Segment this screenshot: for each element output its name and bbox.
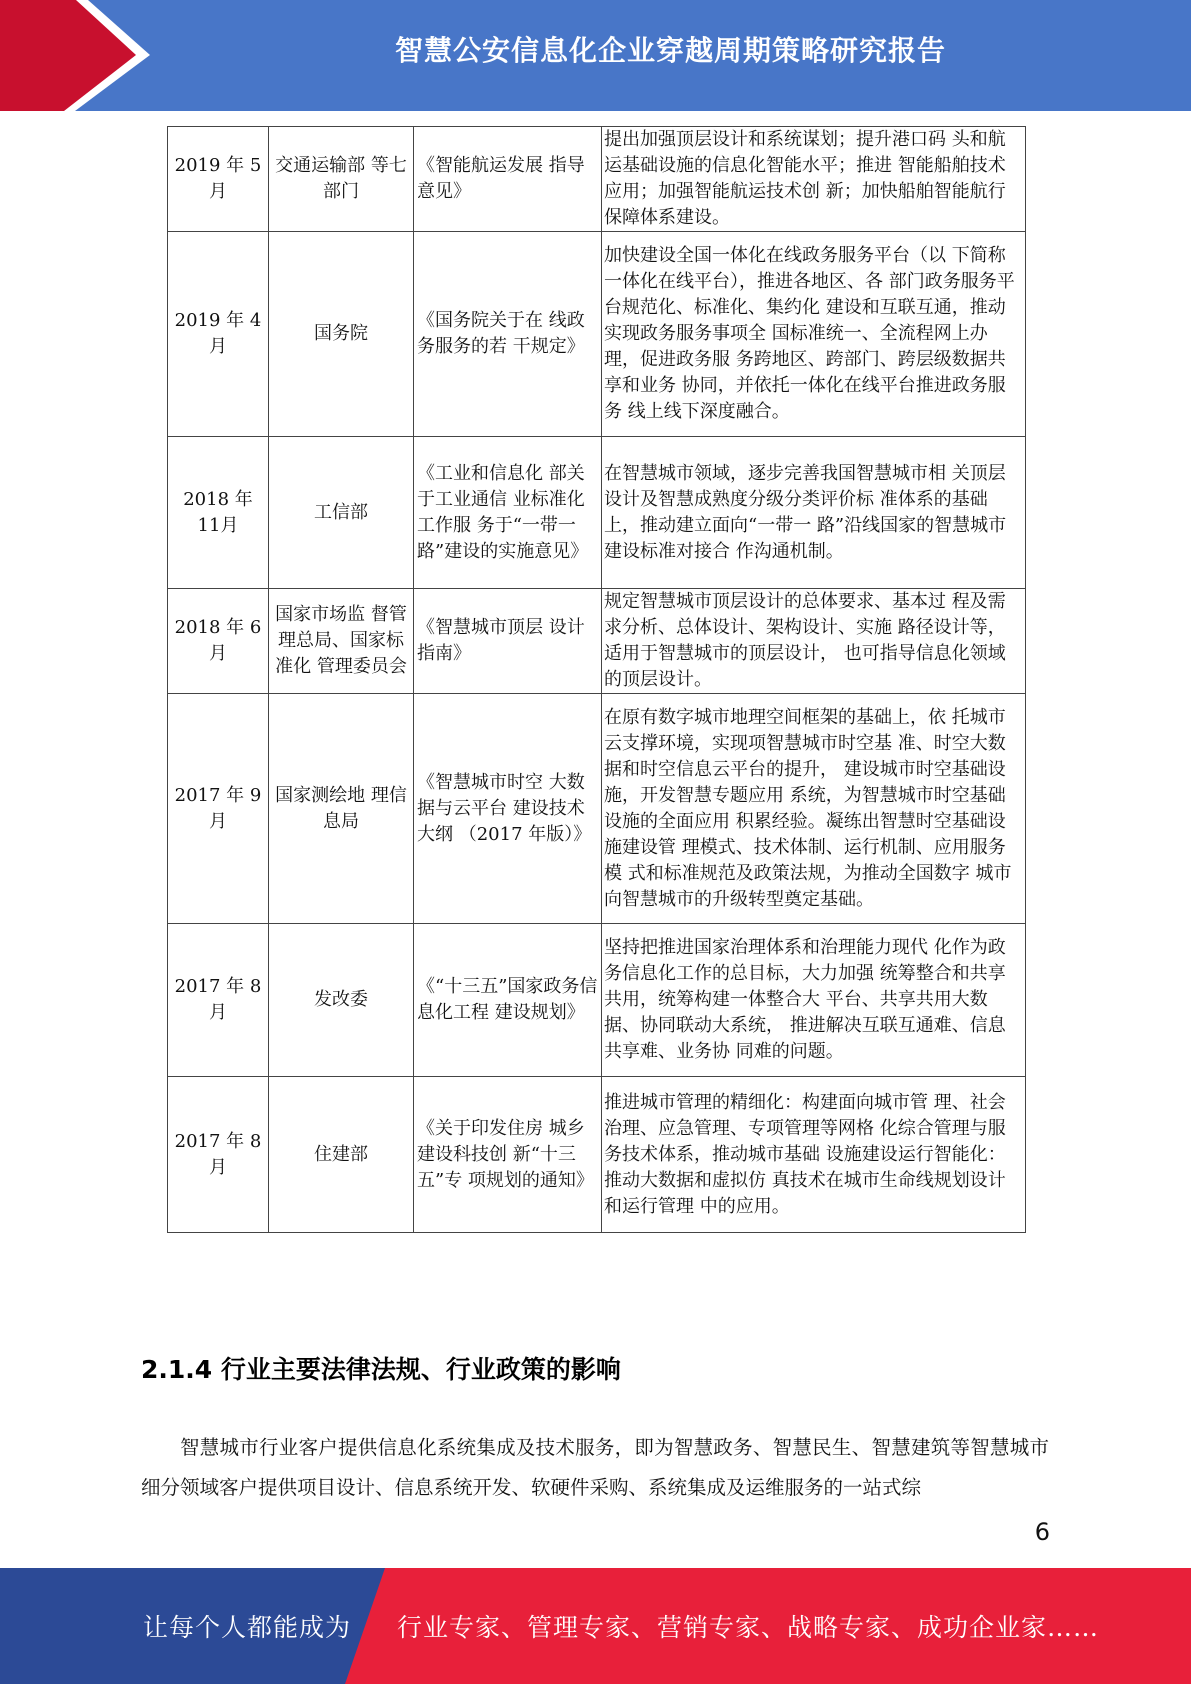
cell-document: 《工业和信息化 部关于工业通信 业标准化工作服 务于“一带一 路”建设的实施意见》: [414, 437, 602, 589]
cell-description: 加快建设全国一体化在线政务服务平台（以 下简称一体化在线平台），推进各地区、各 部门政务服务平台规范化、标准化、集约化 建设和互联互通，推动实现政务服务事项全 国标准统一、全流程网上办理，促进政务服 务跨地区、跨部门、跨层级数据共享和业务 协同，并依托一体化在线平台推进政务服务 线上线下深度融合。: [602, 232, 1026, 437]
table-row: [168, 924, 1026, 1077]
cell-issuer: 交通运输部 等七部门: [269, 127, 414, 232]
cell-date: 2018 年 6月: [168, 589, 269, 694]
cell-document: 《“十三五”国家政务信息化工程 建设规划》: [414, 924, 602, 1077]
cell-date: 2017 年 8月: [168, 924, 269, 1077]
cell-document: 《国务院关于在 线政务服务的若 干规定》: [414, 232, 602, 437]
page-number: 6: [1034, 1518, 1050, 1546]
page-header: [0, 0, 1191, 111]
cell-description: 在原有数字城市地理空间框架的基础上，依 托城市云支撑环境，实现项智慧城市时空基 准、时空大数据和时空信息云平台的提升， 建设城市时空基础设施，开发智慧专题应用 系统，为智慧城市时空基础设施的全面应用 积累经验。凝练出智慧时空基础设施建设管 理模式、技术体制、运行机制、应用服务模 式和标准规范及政策法规，为推动全国数字 城市向智慧城市的升级转型奠定基础。: [602, 694, 1026, 924]
cell-document: 《关于印发住房 城乡建设科技创 新“十三五”专 项规划的通知》: [414, 1077, 602, 1233]
cell-issuer: 国务院: [269, 232, 414, 437]
table-row: [168, 437, 1026, 589]
cell-issuer: 工信部: [269, 437, 414, 589]
cell-description: 提出加强顶层设计和系统谋划；提升港口码 头和航运基础设施的信息化智能水平；推进 智能船舶技术应用；加强智能航运技术创 新；加快船舶智能航行保障体系建设。: [602, 127, 1026, 232]
cell-issuer: 国家测绘地 理信息局: [269, 694, 414, 924]
cell-date: 2017 年 9月: [168, 694, 269, 924]
page-footer: [0, 1568, 1191, 1684]
header-chevron-decoration: [0, 0, 150, 111]
section-body-paragraph: 智慧城市行业客户提供信息化系统集成及技术服务，即为智慧政务、智慧民生、智慧建筑等智慧城市细分领域客户提供项目设计、信息系统开发、软硬件采购、系统集成及运维服务的一站式综: [141, 1436, 1049, 1499]
table-row: [168, 127, 1026, 232]
cell-issuer: 住建部: [269, 1077, 414, 1233]
cell-description: 规定智慧城市顶层设计的总体要求、基本过 程及需求分析、总体设计、架构设计、实施 路径设计等，适用于智慧城市的顶层设计， 也可指导信息化领域的顶层设计。: [602, 589, 1026, 694]
cell-issuer: 发改委: [269, 924, 414, 1077]
table-row: [168, 589, 1026, 694]
table-row: [168, 1077, 1026, 1233]
footer-slogan-left: 让每个人都能成为: [143, 1613, 352, 1642]
cell-description: 坚持把推进国家治理体系和治理能力现代 化作为政务信息化工作的总目标，大力加强 统筹整合和共享共用，统筹构建一体整合大 平台、共享共用大数据、协同联动大系统， 推进解决互联互通难、信息共享难、业务协 同难的问题。: [602, 924, 1026, 1077]
footer-slogan-right: 行业专家、管理专家、营销专家、战略专家、成功企业家……: [397, 1613, 1100, 1642]
cell-document: 《智慧城市顶层 设计指南》: [414, 589, 602, 694]
cell-date: 2019 年 5月: [168, 127, 269, 232]
header-title: 智慧公安信息化企业穿越周期策略研究报告: [394, 34, 946, 67]
cell-date: 2019 年 4月: [168, 232, 269, 437]
cell-date: 2018 年 11月: [168, 437, 269, 589]
cell-description: 推进城市管理的精细化：构建面向城市管 理、社会治理、应急管理、专项管理等网格 化综合管理与服务技术体系，推动城市基础 设施建设运行智能化：推动大数据和虚拟仿 真技术在城市生命线规划设计和运行管理 中的应用。: [602, 1077, 1026, 1233]
section-heading: 2.1.4 行业主要法律法规、行业政策的影响: [141, 1355, 621, 1384]
cell-description: 在智慧城市领域，逐步完善我国智慧城市相 关顶层设计及智慧成熟度分级分类评价标 准体系的基础上，推动建立面向“一带一 路”沿线国家的智慧城市建设标准对接合 作沟通机制。: [602, 437, 1026, 589]
cell-document: 《智慧城市时空 大数据与云平台 建设技术大纲 （2017 年版）》: [414, 694, 602, 924]
cell-date: 2017 年 8月: [168, 1077, 269, 1233]
cell-issuer: 国家市场监 督管理总局、国家标准化 管理委员会: [269, 589, 414, 694]
cell-document: 《智能航运发展 指导意见》: [414, 127, 602, 232]
table-row: [168, 232, 1026, 437]
table-row: [168, 694, 1026, 924]
policy-table: [167, 126, 1026, 1233]
